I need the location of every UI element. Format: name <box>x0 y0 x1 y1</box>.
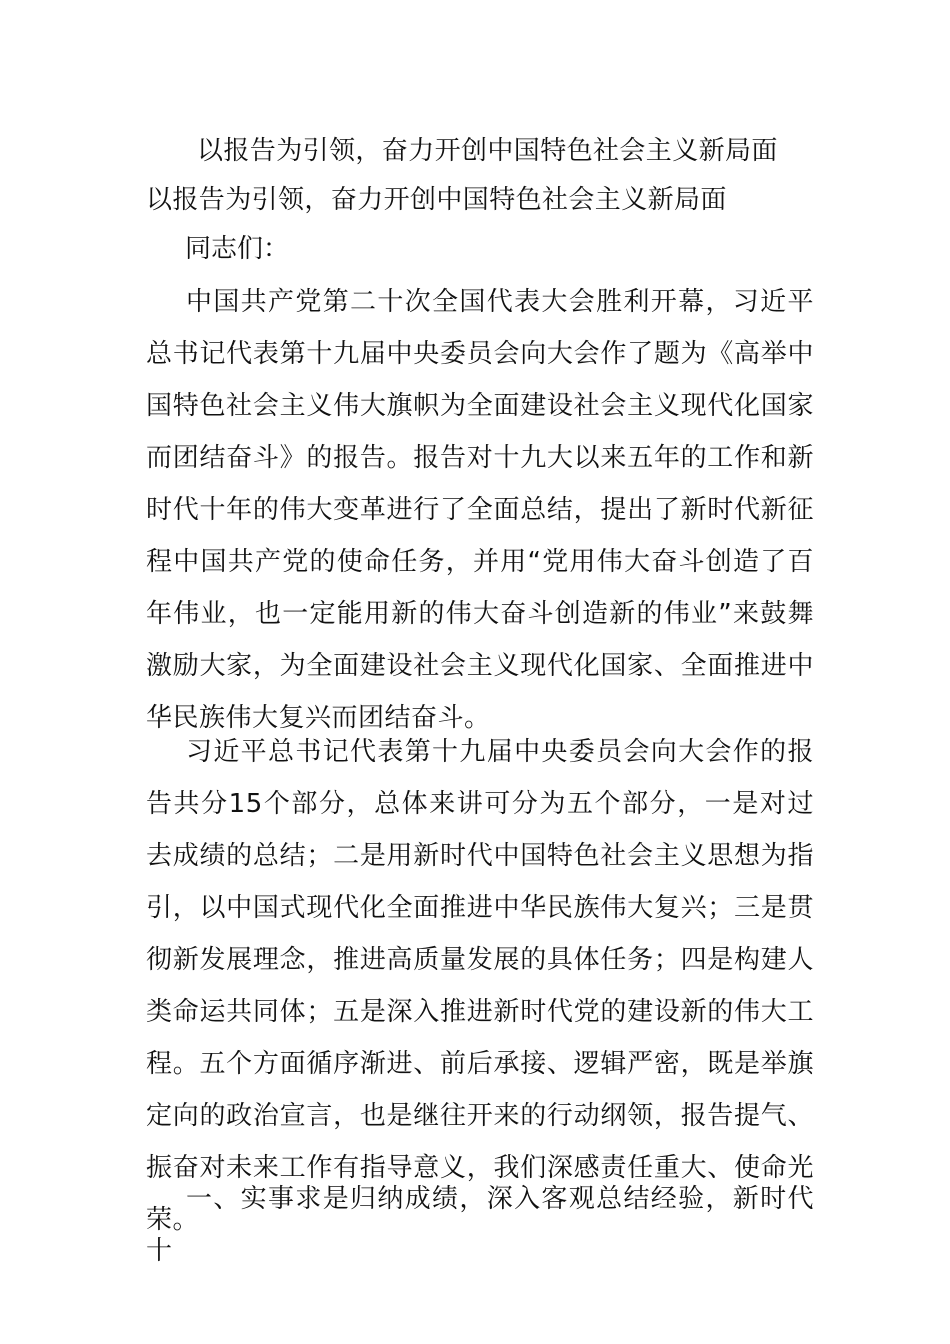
paragraph-3: 一、实事求是归纳成绩，深入客观总结经验，新时代十 <box>146 1184 814 1266</box>
document-title-repeat: 以报告为引领，奋力开创中国特色社会主义新局面 <box>146 185 727 215</box>
greeting: 同志们： <box>185 234 290 264</box>
paragraph-2: 习近平总书记代表第十九届中央委员会向大会作的报告共分15个部分，总体来讲可分为五个部分，一是对过去成绩的总结；二是用新时代中国特色社会主义思想为指引，以中国式现代化全面推进中华民族伟大复兴；三是贯彻新发展理念，推进高质量发展的具体任务；四是构建人类命运共同体；五是深入推进新时代党的建设新的伟大工程。五个方面循序渐进、前后承接、逻辑严密，既是举旗定向的政治宣言，也是继往开来的行动纲领，报告提气、振奋对未来工作有指导意义，我们深感责任重大、使命光荣。 <box>146 737 814 1235</box>
paragraph-1: 中国共产党第二十次全国代表大会胜利开幕，习近平总书记代表第十九届中央委员会向大会作了题为《高举中国特色社会主义伟大旗帜为全面建设社会主义现代化国家而团结奋斗》的报告。报告对十九大以来五年的工作和新时代十年的伟大变革进行了全面总结，提出了新时代新征程中国共产党的使命任务，并用“党用伟大奋斗创造了百年伟业，也一定能用新的伟大奋斗创造新的伟业”来鼓舞激励大家，为全面建设社会主义现代化国家、全面推进中华民族伟大复兴而团结奋斗。 <box>146 287 814 733</box>
document-title: 以报告为引领，奋力开创中国特色社会主义新局面 <box>197 136 778 166</box>
